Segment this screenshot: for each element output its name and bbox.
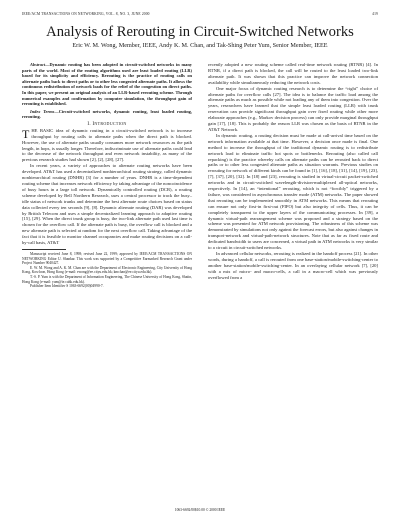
running-head — [22, 12, 378, 16]
right-paragraph-2: One major focus of dynamic routing research is to determine the “right” choice of alternate paths for overflow calls [27]. The idea is to balance the traffic load among the alternate paths as much as possible while not loading any of them into congestion. Over the years, researchers have learned that the simple least loaded routing (LLR) with trunk reservation can provide significant throughput gain over fixed routing while other more elaborate approaches (e.g., Markov decision process) can only provide marginal throughput gain [17], [18]. This is probably the reason LLR was chosen as the basis of RTNR in the AT&T Network. — [208, 85, 378, 132]
section-heading-intro: I. Introduction — [87, 121, 127, 127]
abstract — [22, 62, 192, 107]
journal-name: IEEE/ACM TRANSACTIONS ON NETWORKING, VOL. 8, NO. 3, JUNE 2000 — [22, 12, 150, 16]
author-list: Eric W. M. Wong, Member, IEEE, Andy K. M. Chan, and Tak-Shing Peter Yum, Senior Member, IEEE — [72, 42, 328, 49]
footnote-author-2: T.-S. P. Yum is with the Department of Information Engineering, The Chinese University of Hong Kong, Shatin, Hong Kong (e-mail: yum@ie.cuhk.edu.hk). — [22, 274, 192, 284]
right-paragraph-1: recently adopted a new routing scheme called real-time network routing (RTNR) [4]. In RTNR, if a direct path is blocked, the call will be routed to the least loaded two-link alternate path. It was shown that this practice can improve the network connection availability while simultaneously reducing the network costs. — [208, 62, 378, 85]
abstract-text: Dynamic routing has been adopted in circuit-switched networks in many parts of the world. Most of the routing algorithms used are least loaded routing (LLR) based for its simplicity and efficiency. Rerouting is the practice of routing calls on alternate paths back to direct paths or to other less congested alternate paths. It allows the continuous redistribution of network loads for the relief of the congestion on direct paths. In this paper, we present an original analysis of an LLR-based rerouting scheme. Through numerical examples and confirmation by computer simulation, the throughput gain of rerouting is established. — [22, 62, 192, 107]
index-terms-text: Circuit-switched networks, dynamic routing, least loaded routing, rerouting. — [22, 108, 192, 120]
footnote-publisher-id: Publisher Item Identifier S 1063-6692(00)04990-7. — [30, 284, 104, 289]
page-number: 419 — [372, 12, 378, 16]
intro-paragraph-2: In recent years, a variety of approaches to alternate routing networks have been developed. AT&T has used a decentralized nonhierarchical routing strategy, called dynamic nonhierarchical routing (DNHR) [3] for a number of years. DNHR is a time-dependent routing scheme that increases network efficiency by taking advantage of the noncoincidence of busy hours in a large toll network. Dynamically controlled routing (DCR), a routing scheme developed by Bell Northern Research, uses a central processor to track the busy–idle status of network trunks and determine the best alternate route choices based on status data collected every ten seconds [9], [8]. Dynamic alternate routing (DAR) was developed by British Telecom and uses a simple decentralized learning approach to adaptive routing [15], [29]. When the direct trunk group is busy, the two-link alternate path used last time is chosen for the overflow call. If the alternate path is busy, the overflow call is blocked and a new alternate path is selected at random for the next overflow call. Taking advantage of the fact that it is feasible to monitor channel occupancies and make routing decisions on a call-by-call basis, AT&T — [22, 163, 192, 246]
right-paragraph-4: In advanced cellular networks, rerouting is realized in the handoff process [21]. In other words, during a handoff, a call is rerouted from one base-station/mobile-switching-center to another base-station/mobile-switching-center. In an overlaying cellular network [7], [20] with a mix of micro- and macro-cells, a call in a macro-cell which was previously overflowed from a — [208, 251, 378, 280]
footnote-author-1: E. W. M. Wong and A. K. M. Chan are with the Department of Electronic Engineering, City University of Hong Kong, Kowloon, Hong Kong (e-mail: ewong@ee.cityu.edu.hk; kmchan@ee.cityu.edu.hk). — [22, 265, 192, 275]
paper-title: Analysis of Rerouting in Circuit-Switched Networks — [46, 24, 354, 40]
left-column — [22, 62, 192, 289]
copyright-footer: 1063-6692/00$10.00 © 2000 IEEE — [174, 508, 226, 512]
index-terms-lead: Index Terms— — [30, 108, 59, 114]
footnote-manuscript: Manuscript received June 8, 1998; revised June 22, 1999; approved by IEEE/ACM TRANSACTIONS ON NETWORKING Editor U. Shankar. This work was supported by a Competitive Earmarked Research Grant under Project Number 9040427. — [22, 251, 192, 266]
intro-paragraph-1 — [22, 128, 192, 163]
footnote-rule — [22, 249, 66, 250]
abstract-lead: Abstract— — [30, 62, 50, 67]
intro-paragraph-1-text: HE BASIC idea of dynamic routing in a circuit-switched network is to increase throughput by routing calls to alternate paths when the direct path is blocked. However, the use of alternate paths usually consumes more network resources as the path length, in hops, is usually longer. Therefore, indiscriminate use of alternate paths could lead to the decrease of the network throughput and even network instability, as many of the previous research studies had shown [2], [2], [28], [27]. — [22, 127, 192, 163]
drop-cap: T — [22, 126, 30, 141]
right-paragraph-3: In dynamic routing, a routing decision must be made at call-arrival time based on the network information available at that time. However, a decision once made is final. One method to increase the throughput of the traditional dynamic routing is to redistribute network load to eliminate traffic hot spots or bottlenecks. Rerouting (also called call repacking) is the practice whereby calls on alternate paths can be rerouted back to direct paths or to other less congested alternate paths as situation warrants. Previous studies on rerouting for network of different kinds can be found in [1], [16], [18], [31], [14], [19], [23], [7], [37], [20], [32]. In [18] and [23], rerouting is studied in virtual-circuit packet-switched networks and in circuit-switched wavelength-division-multiplexed all-optical networks, respectively. In [14], an “intentional” rerouting, which is not “forcibly” triggered by a failure, was considered in asynchronous transfer mode (ATM) networks. The paper showed that rerouting can be implemented smoothly in ATM networks. This means that rerouting can ensure not only first-in first-out (FIFO) but also integrity of cells. Thus, it can be completely transparent to the upper layers of the communicating processes. In [39], a dynamic virtual-path rearrangement scheme was proposed and a strategy based on the scheme was presented for ATM network provisioning. The robustness of this scheme was demonstrated by simulations not only against the forecast errors, but also against changes in transport-network and virtual-path-network structures. Note that as far as fixed route and dedicated bandwidth to users are concerned, a virtual path in ATM networks is very similar to a circuit in circuit-switched networks. — [208, 132, 378, 251]
right-column — [208, 62, 378, 281]
index-terms — [22, 109, 192, 120]
